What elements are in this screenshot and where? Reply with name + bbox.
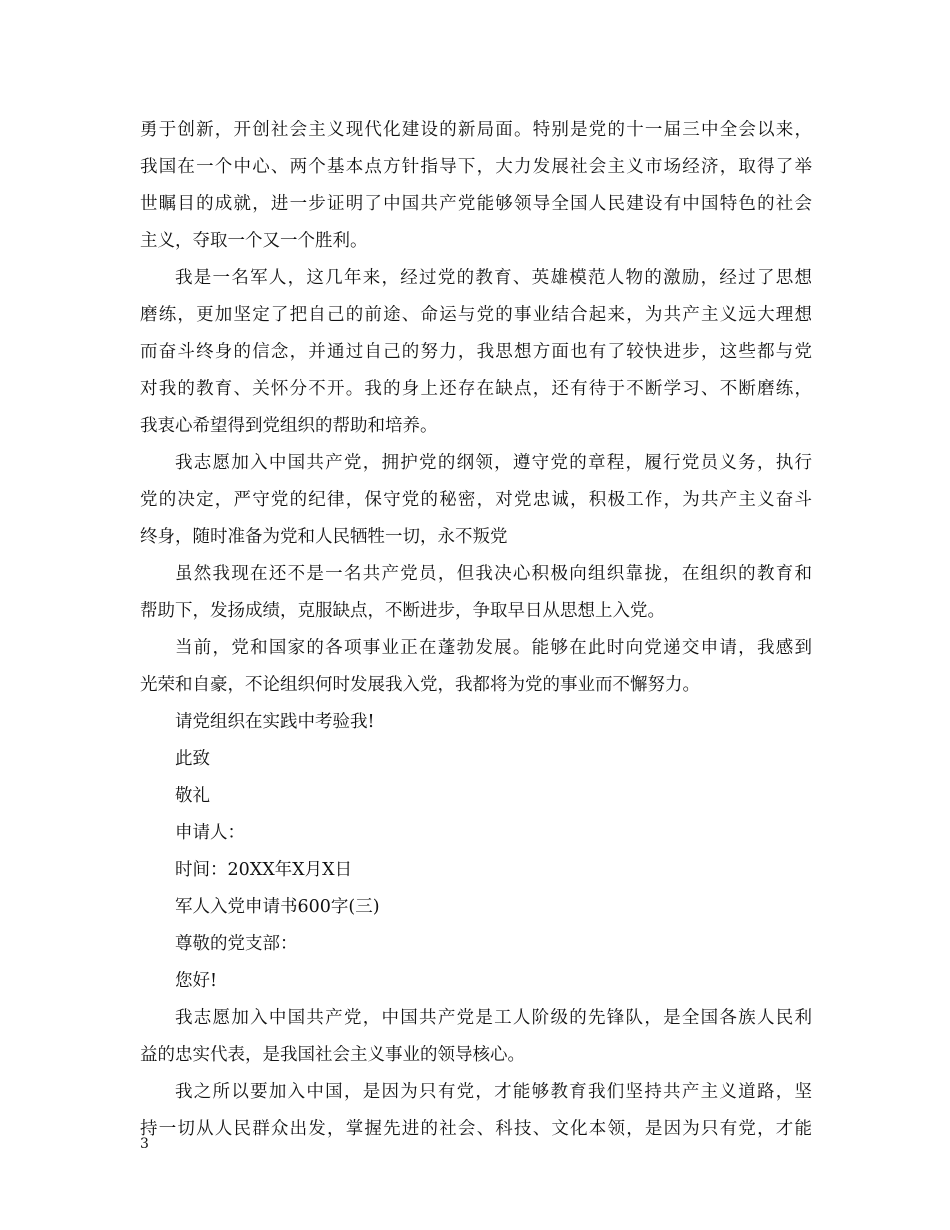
page-number: 3 bbox=[140, 1136, 149, 1152]
text-line: 益的忠实代表，是我国社会主义事业的领导核心。 bbox=[140, 1045, 525, 1065]
document-body bbox=[140, 112, 812, 1148]
closing-line: 此致 bbox=[175, 749, 210, 769]
text-line: 持一切从人民群众出发，掌握先进的社会、科技、文化本领，是因为只有党，才能 bbox=[140, 1119, 812, 1139]
text-line: 当前，党和国家的各项事业正在蓬勃发展。能够在此时向党递交申请，我感到 bbox=[175, 638, 812, 658]
section-title: 军人入党申请书600字(三) bbox=[175, 897, 380, 917]
text-line: 磨练，更加坚定了把自己的前途、命运与党的事业结合起来，为共产主义远大理想 bbox=[140, 305, 812, 325]
text-line: 帮助下，发扬成绩，克服缺点，不断进步，争取早日从思想上入党。 bbox=[140, 601, 665, 621]
text-line: 我国在一个中心、两个基本点方针指导下，大力发展社会主义市场经济，取得了举 bbox=[140, 157, 812, 177]
text-line: 我衷心希望得到党组织的帮助和培养。 bbox=[140, 416, 438, 436]
text-line: 我志愿加入中国共产党，中国共产党是工人阶级的先锋队，是全国各族人民利 bbox=[175, 1008, 812, 1028]
text-line: 请党组织在实践中考验我! bbox=[175, 712, 375, 732]
salutation-line: 尊敬的党支部： bbox=[175, 934, 298, 954]
text-line: 虽然我现在还不是一名共产党员，但我决心积极向组织靠拢，在组织的教育和 bbox=[175, 564, 812, 584]
text-line: 党的决定，严守党的纪律，保守党的秘密，对党忠诚，积极工作，为共产主义奋斗 bbox=[140, 490, 812, 510]
text-line: 光荣和自豪，不论组织何时发展我入党，我都将为党的事业而不懈努力。 bbox=[140, 675, 700, 695]
text-line: 而奋斗终身的信念，并通过自己的努力，我思想方面也有了较快进步，这些都与党 bbox=[140, 342, 812, 362]
greeting-line: 您好! bbox=[175, 971, 218, 991]
text-line: 终身，随时准备为党和人民牺牲一切，永不叛党 bbox=[140, 527, 508, 547]
applicant-line: 申请人： bbox=[175, 823, 245, 843]
text-line: 对我的教育、关怀分不开。我的身上还存在缺点，还有待于不断学习、不断磨练， bbox=[140, 379, 812, 399]
closing-line: 敬礼 bbox=[175, 786, 210, 806]
text-line: 主义，夺取一个又一个胜利。 bbox=[140, 231, 368, 251]
text-line: 我之所以要加入中国，是因为只有党，才能够教育我们坚持共产主义道路，坚 bbox=[175, 1082, 812, 1102]
text-line: 我是一名军人，这几年来，经过党的教育、英雄模范人物的激励，经过了思想 bbox=[175, 268, 812, 288]
text-line: 世瞩目的成就，进一步证明了中国共产党能够领导全国人民建设有中国特色的社会 bbox=[140, 194, 812, 214]
text-line: 我志愿加入中国共产党，拥护党的纲领，遵守党的章程，履行党员义务，执行 bbox=[175, 453, 812, 473]
date-line: 时间：20XX年X月X日 bbox=[175, 860, 353, 880]
text-line: 勇于创新，开创社会主义现代化建设的新局面。特别是党的十一届三中全会以来， bbox=[140, 120, 812, 140]
